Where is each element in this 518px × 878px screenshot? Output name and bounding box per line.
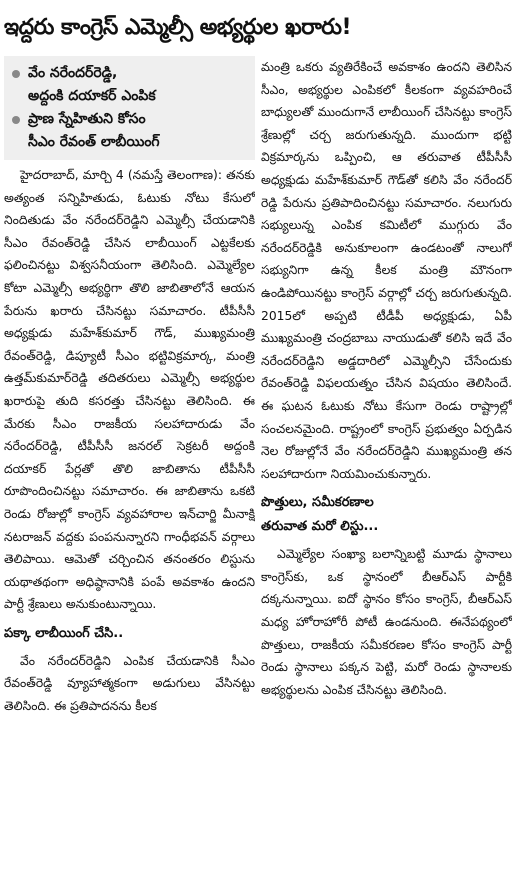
column-right xyxy=(261,56,512,718)
highlight-line: వేం నరేందర్‌రెడ్డి, xyxy=(28,65,118,81)
highlight-line: ప్రాణ స్నేహితుని కోసం xyxy=(28,111,146,127)
headline: ఇద్దరు కాంగ్రెస్ ఎమ్మెల్సీ అభ్యర్థుల ఖరారు! xyxy=(4,15,351,40)
paragraph: ఎమ్మెల్యేల సంఖ్యా బలాన్నిబట్టి మూడు స్థానాలు కాంగ్రెస్‌కు, ఒక స్థానంలో బీఆర్ఎస్ పార్టీకి దక్కనున్నాయి. ఐదో స్థానం కోసం కాంగ్రెస్, బీఆర్ఎస్ మధ్య హోరాహోరీ పోటీ ఉండనుంది. ఈనేపథ్యంలో పొత్తులు, రాజకీయ సమీకరణల కోసం కాంగ్రెస్ పార్టీ రెండు స్థానాలు పక్కన పెట్టి, మరో రెండు స్థానాలకు అభ్యర్థులను ఎంపిక చేసినట్టు తెలిసింది. xyxy=(261,547,512,697)
newspaper-clipping xyxy=(0,6,518,878)
subheading xyxy=(261,491,512,539)
bullet-icon xyxy=(12,116,20,124)
dateline: హైదరాబాద్, మార్చి 4 (నమస్తే తెలంగాణ): xyxy=(20,168,222,182)
highlight-item xyxy=(12,108,247,154)
paragraph-intro xyxy=(4,164,255,616)
highlight-line: సీఎం రేవంత్ లాబీయింగ్ xyxy=(28,134,160,150)
subheading: పక్కా లాబీయింగ్ చేసి.. xyxy=(4,625,124,641)
paragraph: మంత్రి ఒకరు వ్యతిరేకించే అవకాశం ఉందని తెలిసిన సీఎం, అభ్యర్థుల ఎంపికలో కీలకంగా వ్యవహరించే బాధ్యులతో ముందుగానే లాబీయింగ్ చేసినట్టు కాంగ్రెస్ శ్రేణుల్లో చర్చ జరుగుతున్నది. ముందుగా భట్టి విక్రమార్కను ఒప్పించి, ఆ తరువాత టీపీసీసీ అధ్యక్షుడు మహేశ్‌కుమార్ గౌడ్‌తో కలిసి వేం నరేందర్ రెడ్డి పేరును ప్రతిపాదించినట్టు సమాచారం. నలుగురు సభ్యులున్న ఎంపిక కమిటీలో ముగ్గురు వేం నరేందర్‌రెడ్డికి అనుకూలంగా ఉండటంతో నాలుగో సభ్యునిగా ఉన్న కీలక మంత్రి మౌనంగా ఉండిపోయినట్టు కాంగ్రెస్ వర్గాల్లో చర్చ జరుగుతున్నది. 2015లో అప్పటి టీడీపీ అధ్యక్షుడు, ఏపీ ముఖ్యమంత్రి చంద్రబాబు నాయుడుతో కలిసి ఇదే వేం నరేందర్‌రెడ్డిని అడ్డదారిలో ఎమ్మెల్సీని చేసేందుకు రేవంత్‌రెడ్డి విఫలయత్నం చేసిన విషయం తెలిసిందే. ఈ ఘటన ఓటుకు నోటు కేసుగా రెండు రాష్ట్రాల్లో సంచలనమైంది. రాష్ట్రంలో కాంగ్రెస్ ప్రభుత్వం ఏర్పడిన నెల రోజుల్లోనే వేం నరేందర్‌రెడ్డిని ముఖ్యమంత్రి తన సలహాదారుగా నియమించుకున్నారు. xyxy=(261,60,512,481)
paragraph-text: తనకు అత్యంత సన్నిహితుడు, ఓటుకు నోటు కేసులో నిందితుడు వేం నరేందర్‌రెడ్డిని ఎమ్మెల్సీ చేయడానికి సీఎం రేవంత్‌రెడ్డి చేసిన లాబీయింగ్ ఎట్టకేలకు ఫలించినట్టు విశ్వసనీయంగా తెలిసింది. ఎమ్మెల్యేల కోటా ఎమ్మెల్సీ అభ్యర్థిగా తొలి జాబితాలోనే ఆయన పేరును ఖరారు చేసినట్టు సమాచారం. టీపీసీసీ అధ్యక్షుడు మహేశ్‌కుమార్ గౌడ్, ముఖ్యమంత్రి రేవంత్‌రెడ్డి, డిప్యూటీ సీఎం భట్టివిక్రమార్క, మంత్రి ఉత్తమ్‌కుమార్‌రెడ్డి తదితరులు ఎమ్మెల్సీ అభ్యర్థుల ఖరారుపై తుది కసరత్తు చేసినట్టు తెలిసింది. ఈ మేరకు సీఎం రాజకీయ సలహాదారుడు వేం నరేందర్‌రెడ్డి, టీపీసీసీ జనరల్ సెక్రటరీ అద్దంకి దయాకర్ పేర్లతో తొలి జాబితాను టీపీసీసీ రూపొందించినట్టు సమాచారం. ఈ జాబితాను ఒకటి రెండు రోజుల్లో కాంగ్రెస్ వ్యవహారాల ఇన్‌చార్జి మీనాక్షి నటరాజన్ వద్దకు పంపనున్నారని గాంధీభవన్ వర్గాలు తెలిపాయి. ఆమెతో చర్చించిన తనంతరం లిస్టును యథాతథంగా అధిష్ఠానానికి పంపే అవకాశం ఉందని పార్టీ శ్రేణులు అనుకుంటున్నాయి. xyxy=(4,168,255,612)
paragraph: వేం నరేందర్‌రెడ్డిని ఎంపిక చేయడానికి సీఎం రేవంత్‌రెడ్డి వ్యూహాత్మకంగా అడుగులు వేసినట్టు తెలిసింది. ఈ ప్రతిపాదనను కీలక xyxy=(4,653,255,714)
article-columns xyxy=(4,56,514,718)
highlights-box xyxy=(4,56,255,160)
column-left xyxy=(4,56,255,718)
highlight-line: అద్దంకి దయాకర్ ఎంపిక xyxy=(28,88,156,104)
subheading-line: పొత్తులు, సమీకరణాల xyxy=(261,495,374,511)
subheading-line: తరువాత మరో లిస్టు... xyxy=(261,519,379,535)
bullet-icon xyxy=(12,70,20,78)
highlight-item xyxy=(12,62,247,108)
